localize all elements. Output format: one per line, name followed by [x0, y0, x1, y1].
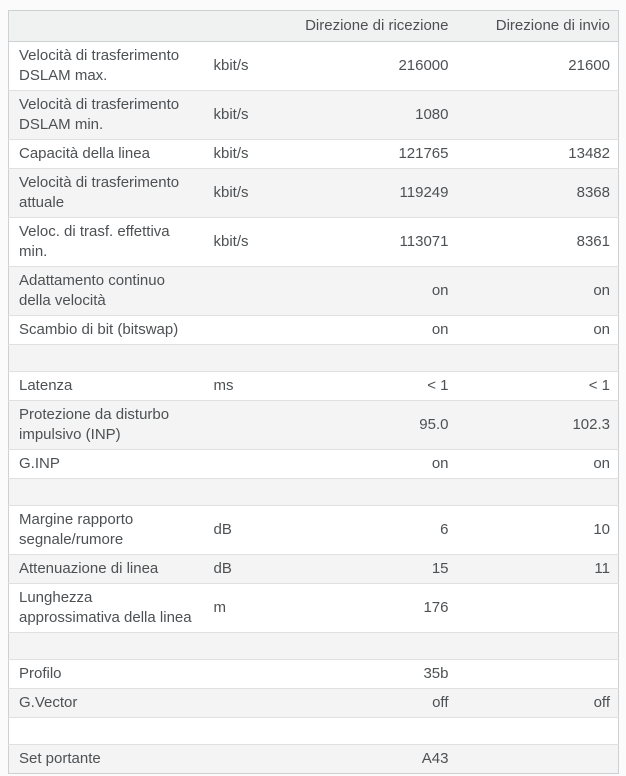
row-unit: dB	[213, 560, 232, 577]
row-value-receive: 35b	[423, 665, 449, 682]
spacer-row	[9, 479, 619, 506]
dsl-info-table	[8, 10, 619, 774]
row-unit	[214, 689, 269, 718]
table-row	[9, 218, 619, 267]
row-value-receive: off	[432, 694, 449, 711]
row-unit: m	[213, 599, 226, 616]
row-value-receive: on	[431, 282, 449, 299]
row-value-receive: on	[431, 321, 449, 338]
table-row	[9, 689, 619, 718]
row-value-send: 8368	[576, 184, 610, 201]
row-label: Veloc. di trasf. effettiva min.	[19, 223, 170, 260]
table-row	[9, 506, 619, 555]
row-label: Attenuazione di linea	[19, 560, 159, 577]
row-label: G.INP	[19, 455, 60, 472]
row-value-receive: 6	[440, 521, 449, 538]
table-row	[9, 660, 619, 689]
row-value-receive: < 1	[427, 377, 449, 394]
table-row	[9, 555, 619, 584]
row-value-send: on	[593, 455, 610, 472]
spacer-row	[9, 633, 619, 660]
row-value-receive: A43	[421, 750, 449, 767]
row-value-send: 21600	[568, 57, 610, 74]
header-direction-receive: Direzione di ricezione	[305, 17, 449, 34]
table-header-row	[9, 11, 619, 42]
table-row	[9, 267, 619, 316]
row-value-send: 8361	[576, 233, 610, 250]
row-value-send	[449, 91, 619, 140]
table-row	[9, 584, 619, 633]
row-unit	[214, 660, 269, 689]
row-value-send: on	[593, 282, 610, 299]
row-value-send: 13482	[568, 145, 610, 162]
table-row	[9, 140, 619, 169]
row-value-receive: 95.0	[419, 416, 449, 433]
row-value-send	[449, 584, 619, 633]
row-unit: kbit/s	[213, 57, 249, 74]
row-value-send: 102.3	[572, 416, 610, 433]
table-row	[9, 745, 619, 774]
row-unit: kbit/s	[213, 184, 249, 201]
row-label: Adattamento continuo della velocità	[19, 272, 165, 309]
row-value-send	[449, 745, 619, 774]
header-direction-send: Direzione di invio	[495, 17, 610, 34]
header-label-col	[9, 11, 214, 42]
row-value-receive: 216000	[398, 57, 449, 74]
row-label: Velocità di trasferimento DSLAM min.	[19, 96, 180, 133]
row-value-receive: 15	[431, 560, 449, 577]
spacer-cell	[9, 633, 619, 660]
row-unit: kbit/s	[213, 145, 249, 162]
row-value-receive: on	[431, 455, 449, 472]
row-label: Profilo	[19, 665, 62, 682]
row-value-receive: 119249	[399, 184, 449, 201]
row-label: Protezione da disturbo impulsivo (INP)	[19, 406, 170, 443]
row-unit: ms	[213, 377, 234, 394]
spacer-cell	[9, 718, 619, 745]
row-unit	[214, 450, 269, 479]
row-unit	[214, 267, 269, 316]
row-value-send: off	[593, 694, 610, 711]
row-label: Capacità della linea	[19, 145, 150, 162]
table-row	[9, 42, 619, 91]
row-label: Scambio di bit (bitswap)	[19, 321, 179, 338]
table-row	[9, 169, 619, 218]
table-row	[9, 372, 619, 401]
row-label: Velocità di trasferimento DSLAM max.	[19, 47, 180, 84]
row-value-receive: 1080	[415, 106, 449, 123]
row-label: Lunghezza approssimativa della linea	[19, 589, 192, 626]
table-row	[9, 450, 619, 479]
table-row	[9, 91, 619, 140]
dsl-table-body	[9, 11, 619, 774]
row-value-receive: 121765	[398, 145, 449, 162]
header-unit-col	[214, 11, 269, 42]
row-unit	[214, 401, 269, 450]
row-value-send: < 1	[588, 377, 610, 394]
row-label: Margine rapporto segnale/rumore	[19, 511, 134, 548]
row-label: Velocità di trasferimento attuale	[19, 174, 180, 211]
row-value-send: 10	[593, 521, 610, 538]
row-label: Latenza	[19, 377, 73, 394]
row-value-receive: 113071	[399, 233, 449, 250]
row-unit	[214, 316, 269, 345]
row-value-receive: 176	[423, 599, 449, 616]
row-value-send: on	[593, 321, 610, 338]
table-row	[9, 316, 619, 345]
row-label: Set portante	[19, 750, 101, 767]
spacer-row	[9, 718, 619, 745]
table-row	[9, 401, 619, 450]
spacer-cell	[9, 479, 619, 506]
row-unit: kbit/s	[213, 106, 249, 123]
row-unit: dB	[213, 521, 232, 538]
row-value-send	[449, 660, 619, 689]
spacer-cell	[9, 345, 619, 372]
row-unit	[214, 745, 269, 774]
row-label: G.Vector	[19, 694, 78, 711]
row-unit: kbit/s	[213, 233, 249, 250]
row-value-send: 11	[594, 560, 610, 577]
spacer-row	[9, 345, 619, 372]
